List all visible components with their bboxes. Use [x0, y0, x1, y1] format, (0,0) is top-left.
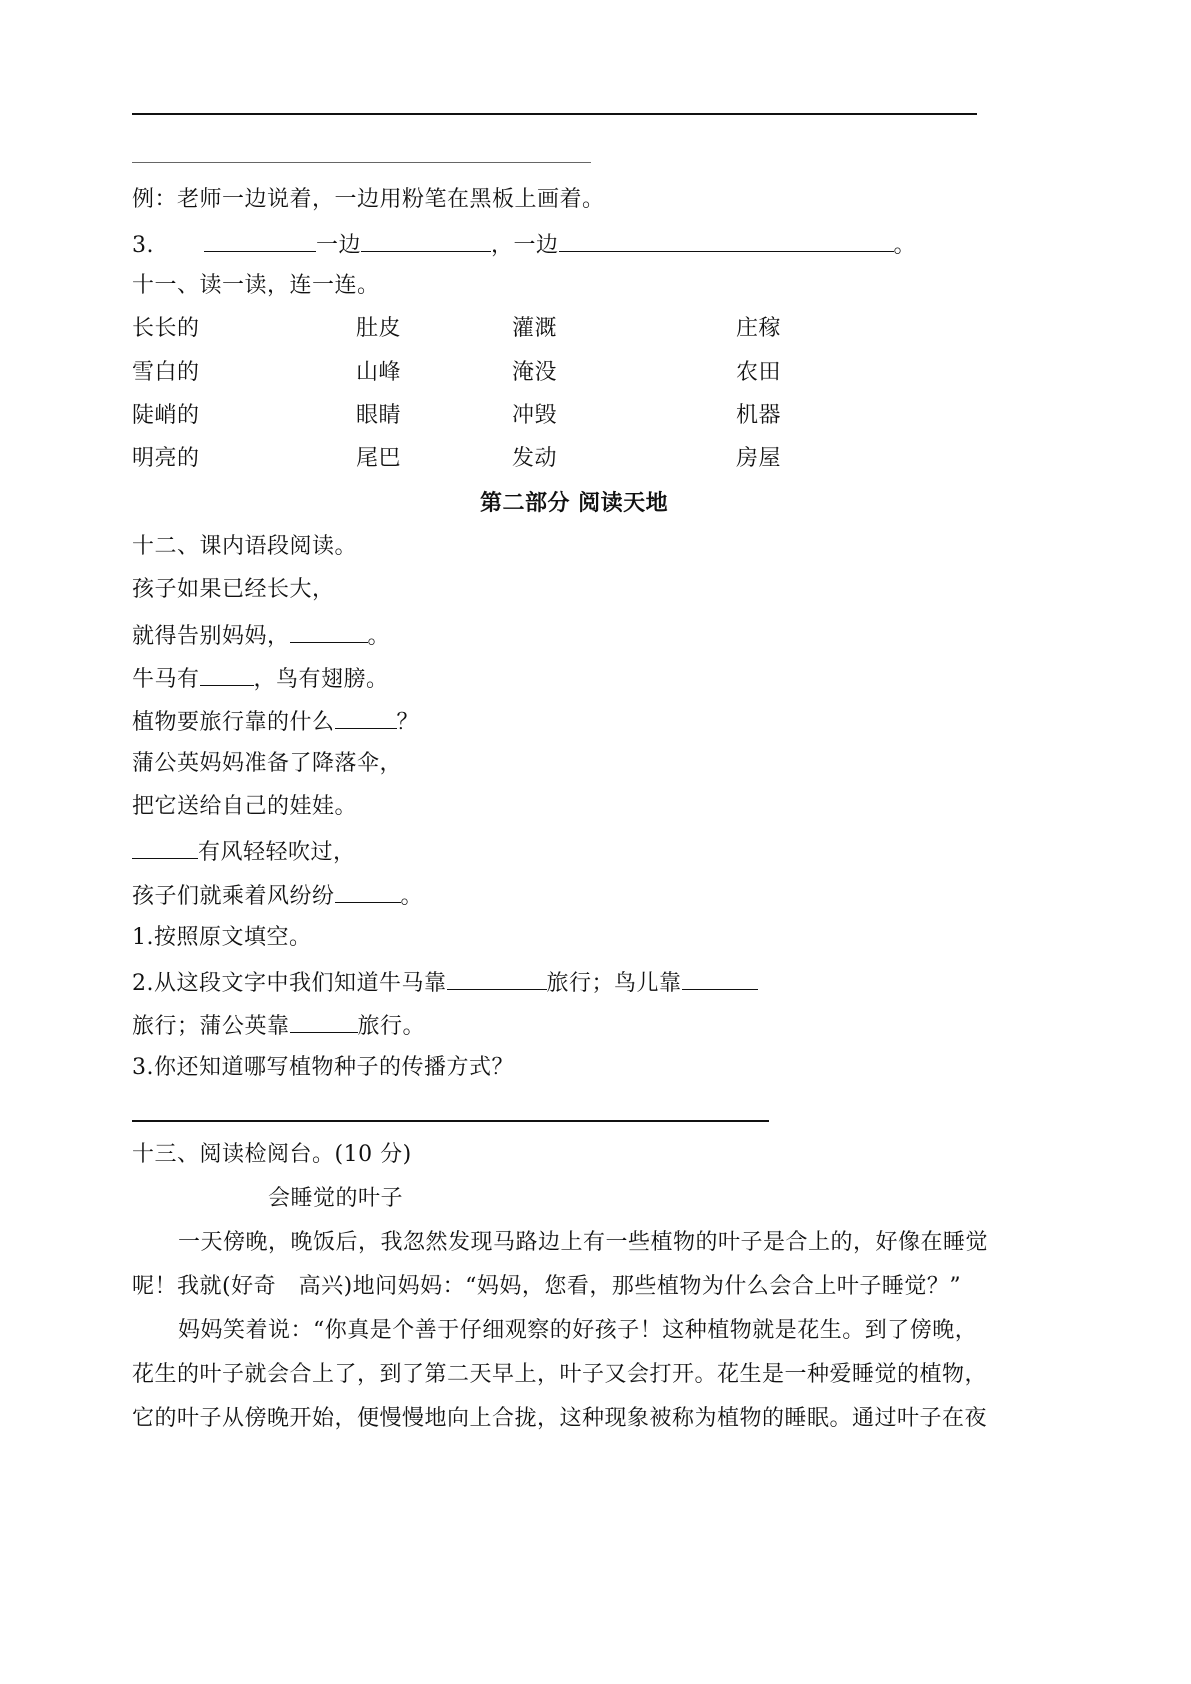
match-cell: 雪白的 [132, 360, 200, 385]
poem-line-3: 牛马有 ，鸟有翅膀。 [132, 663, 389, 694]
section-11-title: 十一、读一读，连一连。 [132, 273, 380, 298]
poem-blank-1[interactable] [290, 620, 368, 643]
answer-line-short [132, 162, 591, 163]
match-cell: 冲毁 [512, 403, 558, 428]
poem-line-6: 把它送给自己的娃娃。 [132, 794, 358, 819]
q12-2-blank-3[interactable] [290, 1010, 358, 1033]
poem-line-2: 就得告别妈妈， 。 [132, 620, 390, 651]
story-paragraph-2-line-1: 妈妈笑着说：“你真是个善于仔细观察的好孩子！这种植物就是花生。到了傍晚， [178, 1318, 978, 1343]
section-12-title: 十二、课内语段阅读。 [132, 534, 358, 559]
q12-2-blank-1[interactable] [447, 967, 547, 990]
story-paragraph-2-line-3: 它的叶子从傍晚开始，便慢慢地向上合拢，这种现象被称为植物的睡眠。通过叶子在夜 [132, 1406, 988, 1431]
poem-blank-5[interactable] [335, 880, 401, 903]
match-cell: 明亮的 [132, 446, 200, 471]
poem-line-1: 孩子如果已经长大， [132, 577, 335, 602]
example-sentence: 例：老师一边说着，一边用粉笔在黑板上画着。 [132, 187, 605, 212]
match-cell: 灌溉 [512, 316, 558, 341]
q3-word-3: 。 [893, 233, 917, 258]
match-cell: 庄稼 [736, 316, 782, 341]
q3-word-1: 一边 [316, 233, 362, 258]
match-cell: 长长的 [132, 316, 200, 341]
q3-blank-2[interactable] [361, 229, 491, 252]
match-cell: 肚皮 [356, 316, 402, 341]
q3-word-2: ，一边 [491, 233, 559, 258]
question-12-3: 3.你还知道哪写植物种子的传播方式？ [132, 1055, 514, 1080]
match-cell: 尾巴 [356, 446, 402, 471]
poem-line-4: 植物要旅行靠的什么 ？ [132, 706, 419, 737]
story-paragraph-1-line-1: 一天傍晚，晚饭后，我忽然发现马路边上有一些植物的叶子是合上的，好像在睡觉 [178, 1230, 989, 1255]
question-12-2-line-2: 旅行；蒲公英靠 旅行。 [132, 1010, 425, 1041]
part-2-heading: 第二部分 阅读天地 [480, 490, 669, 516]
question-12-2-line-1: 2.从这段文字中我们知道牛马靠 旅行；鸟儿靠 [132, 967, 758, 998]
q3-blank-3[interactable] [559, 229, 894, 252]
q3-fill-line [132, 229, 916, 260]
q3-number: 3. [132, 233, 154, 258]
question-12-1: 1.按照原文填空。 [132, 925, 312, 950]
q3-blank-1[interactable] [204, 229, 316, 252]
poem-blank-2[interactable] [200, 663, 254, 686]
poem-blank-3[interactable] [335, 706, 397, 729]
match-cell: 机器 [736, 403, 782, 428]
section-13-title: 十三、阅读检阅台。(10 分) [132, 1142, 412, 1167]
story-paragraph-1-line-2: 呢！我就(好奇 高兴)地问妈妈：“妈妈，您看，那些植物为什么会合上叶子睡觉？” [132, 1274, 962, 1299]
poem-line-5: 蒲公英妈妈准备了降落伞， [132, 751, 403, 776]
story-title: 会睡觉的叶子 [268, 1186, 404, 1211]
poem-blank-4[interactable] [132, 836, 198, 859]
match-cell: 陡峭的 [132, 403, 200, 428]
q12-2-blank-2[interactable] [682, 967, 758, 990]
match-cell: 眼睛 [356, 403, 402, 428]
match-cell: 淹没 [512, 360, 558, 385]
poem-line-8: 孩子们就乘着风纷纷 。 [132, 880, 423, 911]
match-cell: 发动 [512, 446, 558, 471]
answer-line-top [132, 113, 977, 115]
match-cell: 山峰 [356, 360, 402, 385]
story-paragraph-2-line-2: 花生的叶子就会合上了，到了第二天早上，叶子又会打开。花生是一种爱睡觉的植物， [132, 1362, 988, 1387]
answer-line-12-3[interactable] [132, 1120, 769, 1122]
match-cell: 房屋 [736, 446, 782, 471]
match-cell: 农田 [736, 360, 782, 385]
poem-line-7: 有风轻轻吹过， [132, 836, 356, 867]
